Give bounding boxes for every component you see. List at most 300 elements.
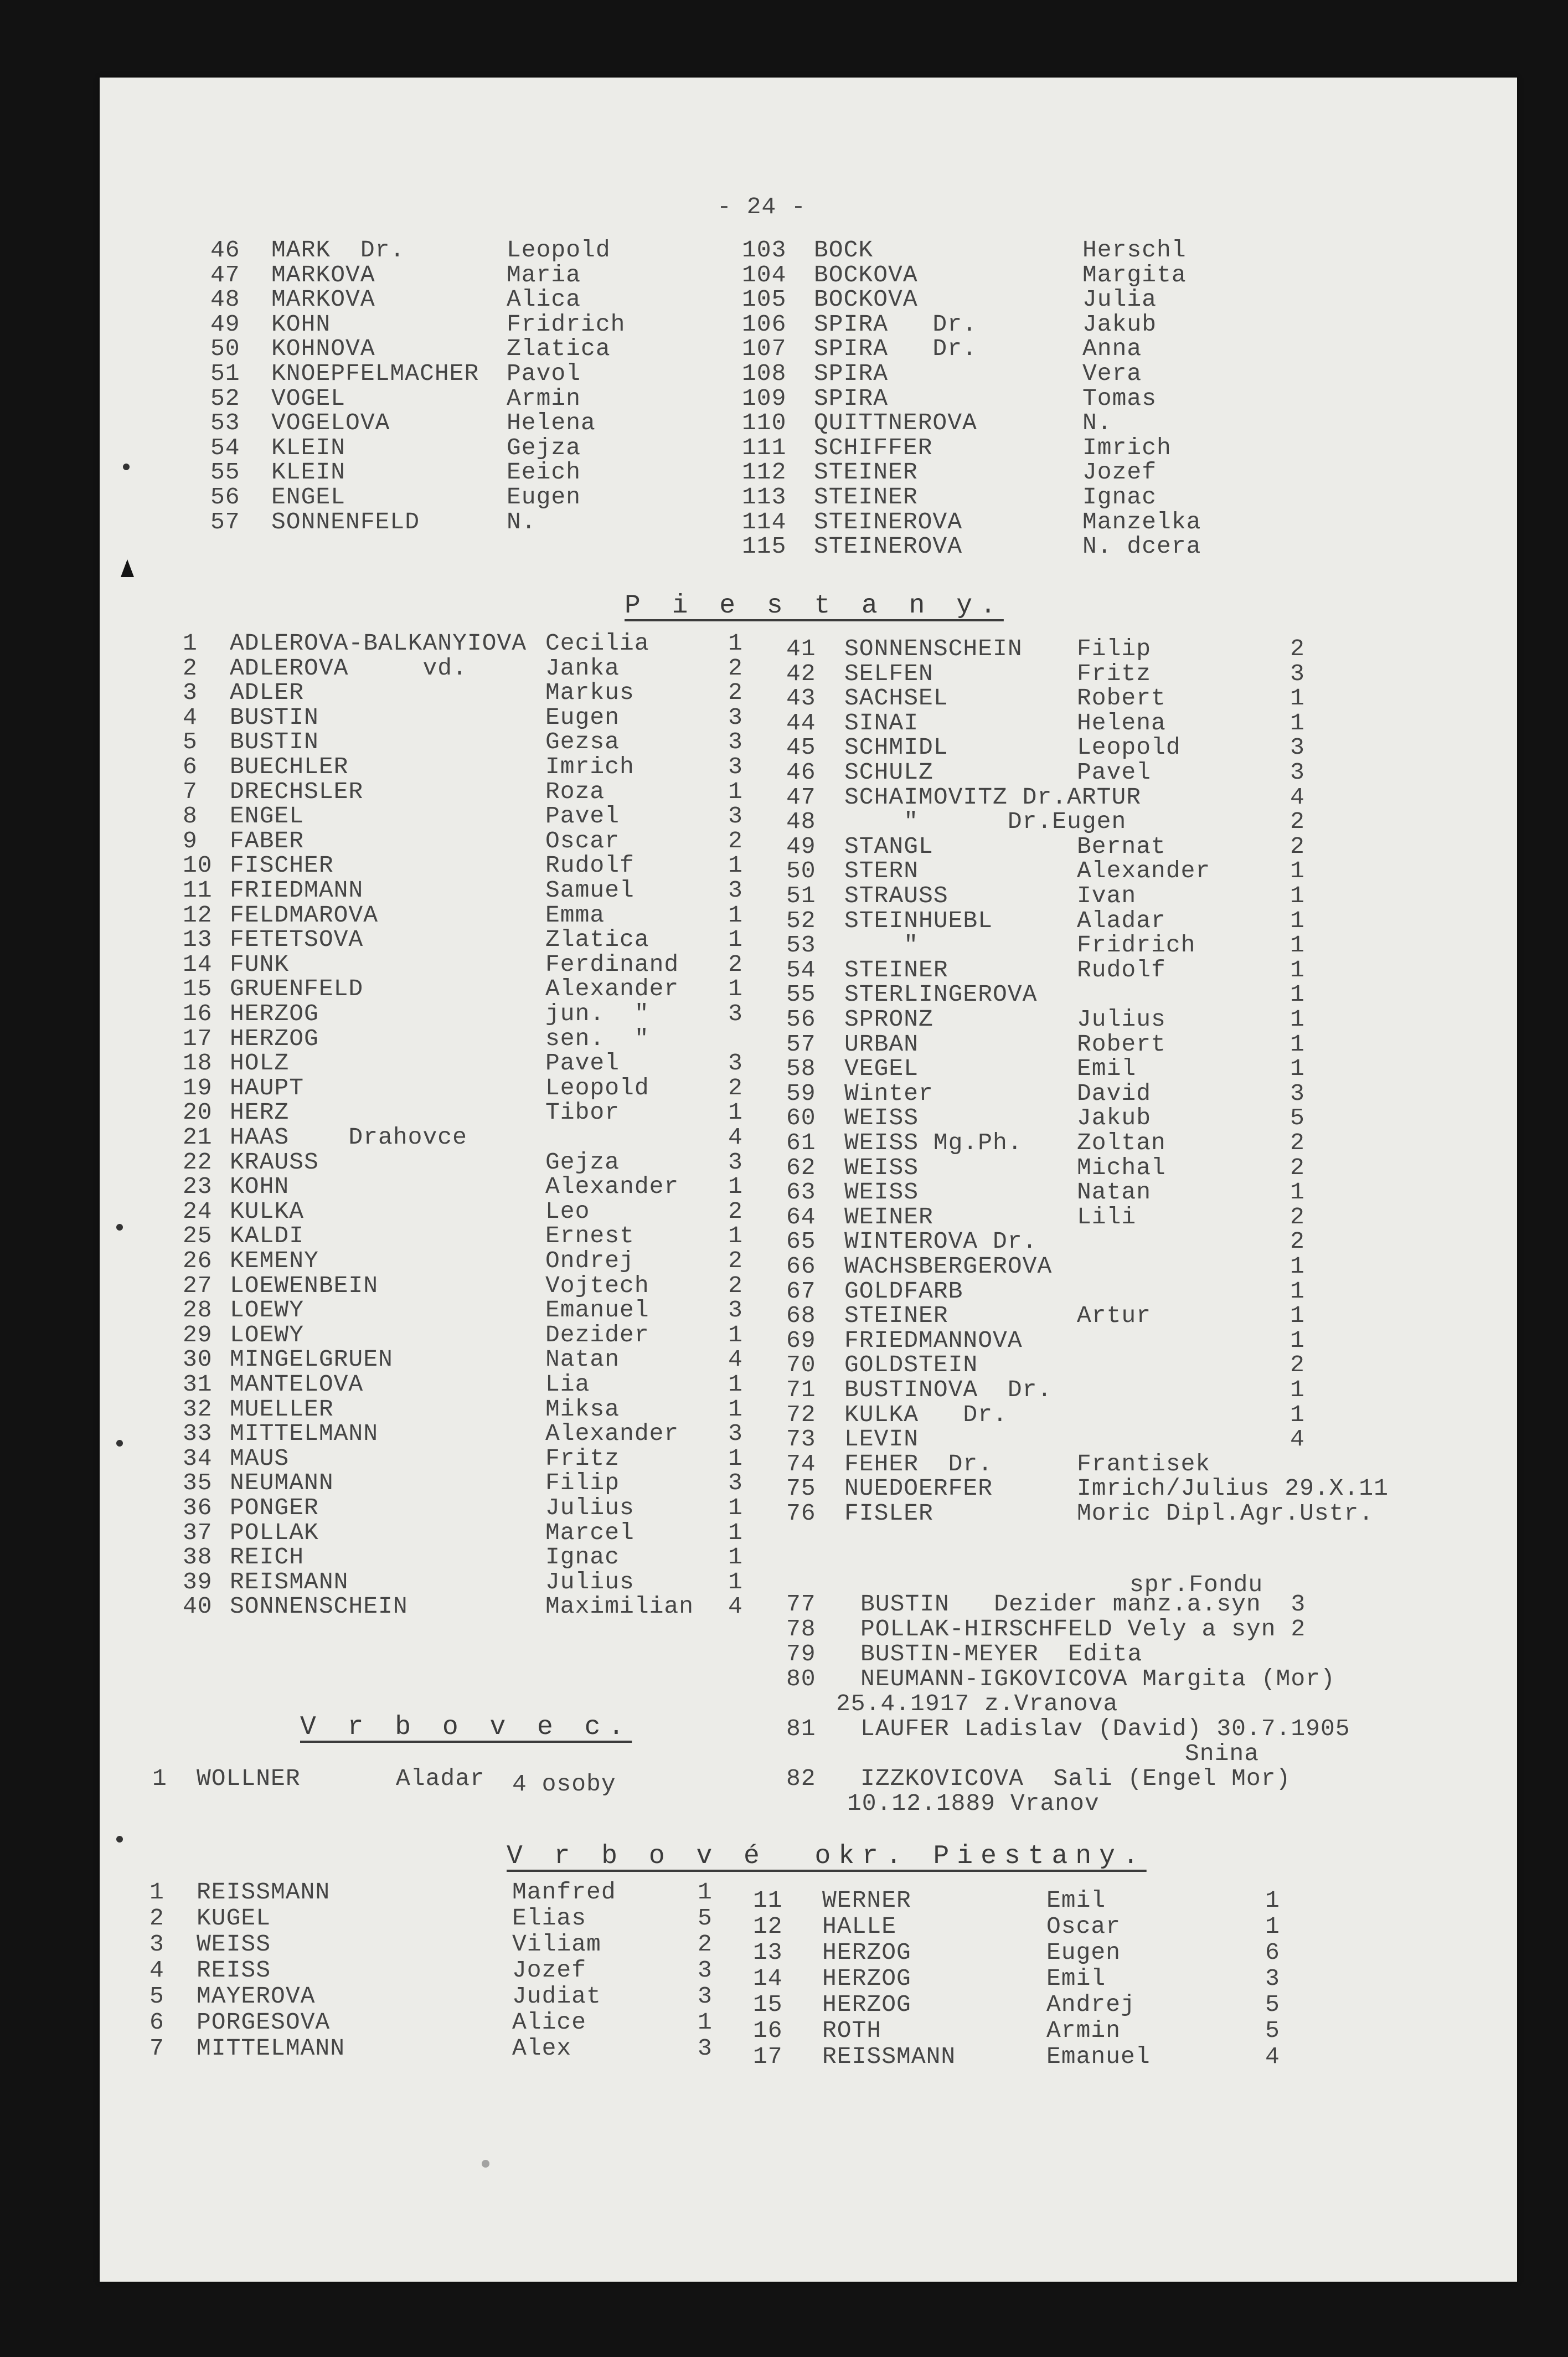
- vrbove-right-row-entry-number: 14: [753, 1965, 783, 1992]
- vrbove-left-row-entry-surname: KUGEL: [197, 1905, 271, 1932]
- piestany-left-row-entry-number: 37: [183, 1519, 213, 1546]
- piestany-left-row-entry-surname: FISCHER: [230, 852, 334, 879]
- piestany-left-row-entry-number: 18: [183, 1049, 213, 1077]
- vrbove-left-row-entry-surname: REISS: [197, 1957, 271, 1984]
- piestany-left-row-entry-count: 1: [728, 975, 743, 1002]
- vrbovec-entry-count: 4 osoby: [512, 1771, 616, 1798]
- piestany-right-row-entry-count: 4: [1290, 784, 1305, 811]
- piestany-right-row-entry-count: 1: [1290, 981, 1305, 1008]
- vrbove-left-row-entry-number: 6: [149, 2009, 164, 2036]
- piestany-right-row-entry-given-name: David: [1077, 1080, 1152, 1107]
- section-header-piestany: P i e s t a n y.: [625, 591, 1004, 621]
- piestany-left-row-entry-number: 13: [183, 926, 213, 953]
- piestany-right-row-entry-count: 1: [1290, 1401, 1305, 1428]
- piestany-right-row-entry-number: 62: [786, 1154, 816, 1181]
- piestany-right-row-entry-surname: SONNENSCHEIN: [844, 635, 1023, 662]
- piestany-left-row-entry-count: 3: [728, 802, 743, 830]
- piestany-left-row-entry-given-name: Emanuel: [545, 1296, 649, 1324]
- top-right-row-entry-surname: STEINER: [814, 483, 918, 511]
- piestany-left-row-entry-given-name: Tibor: [545, 1099, 620, 1126]
- piestany-left-row-entry-count: 3: [728, 1469, 743, 1496]
- piestany-left-row-entry-number: 3: [183, 679, 198, 706]
- piestany-right-row-entry-given-name: Imrich/Julius 29.X.11: [1077, 1475, 1389, 1502]
- top-right-row-entry-number: 115: [742, 533, 787, 560]
- piestany-right-row-entry-number: 60: [786, 1104, 816, 1131]
- top-right-row-entry-given-name: Margita: [1082, 261, 1187, 289]
- piestany-right-row-entry-number: 59: [786, 1080, 816, 1107]
- top-left-row-entry-surname: MARKOVA: [271, 261, 375, 289]
- vrbove-left-row-entry-surname: PORGESOVA: [197, 2009, 331, 2036]
- piestany-right-row-entry-count: 1: [1290, 1327, 1305, 1354]
- vrbove-left-row-entry-given-name: Elias: [512, 1905, 587, 1932]
- piestany-left-row-entry-surname: PONGER: [230, 1494, 319, 1521]
- vrbove-right-row-entry-surname: HALLE: [822, 1913, 897, 1940]
- top-right-row-entry-number: 105: [742, 286, 787, 313]
- top-left-row-entry-number: 47: [210, 261, 240, 289]
- top-left-row-entry-surname: VOGEL: [271, 385, 346, 412]
- piestany-left-row-entry-surname: HERZOG: [230, 1025, 319, 1052]
- piestany-right-row-entry-surname: WEINER: [844, 1203, 933, 1231]
- top-right-row-entry-given-name: Anna: [1082, 335, 1142, 362]
- piestany-left-row-entry-count: 1: [728, 778, 743, 805]
- piestany-right-row-entry-surname: SCHULZ: [844, 759, 933, 786]
- top-left-row-entry-given-name: Gejza: [507, 434, 581, 461]
- piestany-left-row-entry-count: 3: [728, 1000, 743, 1027]
- piestany-left-row-entry-surname: HERZOG: [230, 1000, 319, 1027]
- piestany-left-row-entry-surname: LOEWENBEIN: [230, 1272, 379, 1299]
- piestany-left-row-entry-number: 26: [183, 1247, 213, 1274]
- piestany-right-row-entry-number: 45: [786, 734, 816, 761]
- vrbove-right-row-entry-given-name: Armin: [1046, 2017, 1121, 2044]
- piestany-left-row-entry-count: 1: [728, 1371, 743, 1398]
- piestany-left-row-entry-surname: KALDI: [230, 1222, 305, 1249]
- piestany-left-row-entry-number: 35: [183, 1469, 213, 1496]
- piestany-left-row-entry-count: 2: [728, 1247, 743, 1274]
- top-right-row-entry-given-name: Imrich: [1082, 434, 1172, 461]
- piestany-left-row-entry-number: 17: [183, 1025, 213, 1052]
- vrbove-left-row-entry-surname: MITTELMANN: [197, 2035, 345, 2062]
- vrbove-right-row-entry-number: 17: [753, 2043, 783, 2070]
- vrbove-right-row-entry-surname: HERZOG: [822, 1939, 911, 1966]
- piestany-left-row-entry-count: 2: [728, 1074, 743, 1102]
- piestany-left-row-entry-count: 3: [728, 1049, 743, 1077]
- piestany-right-row-entry-given-name: Jakub: [1077, 1104, 1152, 1131]
- top-right-row-entry-number: 106: [742, 311, 787, 338]
- piestany-left-row-entry-count: 2: [728, 951, 743, 978]
- piestany-right-row-entry-given-name: Michal: [1077, 1154, 1166, 1181]
- piestany-left-row-entry-count: 1: [728, 926, 743, 953]
- piestany-left-row-entry-number: 23: [183, 1173, 213, 1200]
- piestany-right-row-entry-surname: GOLDSTEIN: [844, 1351, 978, 1378]
- piestany-right-row-entry-number: 75: [786, 1475, 816, 1502]
- top-left-row-entry-number: 54: [210, 434, 240, 461]
- margin-marker: [121, 559, 134, 577]
- vrbove-right-row-entry-count: 5: [1265, 2017, 1280, 2044]
- piestany-left-row-entry-given-name: Gezsa: [545, 728, 620, 755]
- piestany-left-row-entry-count: 1: [728, 1445, 743, 1472]
- piestany-right-row-entry-given-name: Natan: [1077, 1179, 1152, 1206]
- piestany-right-row-entry-count: 2: [1290, 635, 1305, 662]
- piestany-left-row-entry-surname: FUNK: [230, 951, 290, 978]
- piestany-left-row-entry-number: 25: [183, 1222, 213, 1249]
- piestany-left-row-entry-given-name: Dezider: [545, 1321, 649, 1349]
- vrbove-left-row-entry-given-name: Manfred: [512, 1879, 616, 1906]
- piestany-left-row-entry-count: 1: [728, 1494, 743, 1521]
- piestany-right-row-entry-count: 1: [1290, 1179, 1305, 1206]
- piestany-left-row-entry-surname: ENGEL: [230, 802, 305, 830]
- vrbove-right-row-entry-number: 15: [753, 1991, 783, 2018]
- top-right-row-entry-given-name: Herschl: [1082, 236, 1187, 264]
- piestany-left-row-entry-count: 1: [728, 1222, 743, 1249]
- piestany-right-row-entry-count: 1: [1290, 857, 1305, 884]
- piestany-right-row-entry-surname: SELFEN: [844, 660, 933, 687]
- piestany-left-row-entry-surname: FETETSOVA: [230, 926, 364, 953]
- piestany-right-row-entry-surname: WACHSBERGEROVA: [844, 1253, 1053, 1280]
- vrbove-right-row-entry-count: 3: [1265, 1965, 1280, 1992]
- piestany-extra-line-76b: spr.Fondu: [1129, 1571, 1263, 1598]
- piestany-right-row-entry-surname: Winter: [844, 1080, 933, 1107]
- vrbove-left-row-entry-given-name: Jozef: [512, 1957, 587, 1984]
- vrbove-right-row-entry-number: 12: [753, 1913, 783, 1940]
- piestany-right-row-entry-count: 2: [1290, 808, 1305, 835]
- top-right-row-entry-number: 108: [742, 360, 787, 387]
- piestany-right-row-entry-surname: URBAN: [844, 1031, 919, 1058]
- piestany-right-row-entry-count: 2: [1290, 1351, 1305, 1378]
- piestany-left-row-entry-surname: HAAS Drahovce: [230, 1124, 467, 1151]
- piestany-right-row-entry-surname: NUEDOERFER: [844, 1475, 993, 1502]
- piestany-right-row-entry-given-name: Moric Dipl.Agr.Ustr.: [1077, 1500, 1374, 1527]
- vrbove-left-row-entry-number: 5: [149, 1983, 164, 2010]
- vrbove-left-row-entry-number: 2: [149, 1905, 164, 1932]
- piestany-extra-line-80: 80 NEUMANN-IGKOVICOVA Margita (Mor): [786, 1665, 1335, 1692]
- top-left-row-entry-surname: KLEIN: [271, 459, 346, 486]
- piestany-right-row-entry-surname: GOLDFARB: [844, 1278, 963, 1305]
- piestany-left-row-entry-surname: LOEWY: [230, 1321, 305, 1349]
- piestany-right-row-entry-count: 3: [1290, 734, 1305, 761]
- piestany-right-row-entry-number: 57: [786, 1031, 816, 1058]
- piestany-left-row-entry-number: 2: [183, 655, 198, 682]
- piestany-right-row-entry-number: 42: [786, 660, 816, 687]
- top-right-row-entry-number: 111: [742, 434, 787, 461]
- piestany-left-row-entry-surname: ADLEROVA-BALKANYIOVA: [230, 630, 527, 657]
- vrbove-right-row-entry-count: 1: [1265, 1913, 1280, 1940]
- top-left-row-entry-number: 53: [210, 409, 240, 436]
- piestany-left-row-entry-number: 33: [183, 1420, 213, 1447]
- punch-hole-mark: [116, 1836, 123, 1843]
- top-left-row-entry-surname: KOHN: [271, 311, 331, 338]
- piestany-right-row-entry-surname: " Dr.Eugen: [844, 808, 1127, 835]
- piestany-right-row-entry-number: 43: [786, 685, 816, 712]
- piestany-right-row-entry-surname: FISLER: [844, 1500, 933, 1527]
- piestany-left-row-entry-surname: LOEWY: [230, 1296, 305, 1324]
- piestany-right-row-entry-number: 65: [786, 1228, 816, 1255]
- vrbove-left-row-entry-number: 3: [149, 1931, 164, 1958]
- vrbove-left-row-entry-surname: WEISS: [197, 1931, 271, 1958]
- vrbove-right-row-entry-number: 11: [753, 1887, 783, 1914]
- piestany-extra-line-82b: 10.12.1889 Vranov: [847, 1790, 1100, 1817]
- piestany-right-row-entry-given-name: Pavel: [1077, 759, 1152, 786]
- vrbove-left-row-entry-count: 1: [698, 2009, 713, 2036]
- piestany-left-row-entry-given-name: Natan: [545, 1346, 620, 1373]
- piestany-left-row-entry-given-name: Julius: [545, 1494, 635, 1521]
- vrbove-right-row-entry-given-name: Emil: [1046, 1965, 1106, 1992]
- top-right-row-entry-number: 114: [742, 508, 787, 536]
- piestany-left-row-entry-surname: MAUS: [230, 1445, 290, 1472]
- piestany-left-row-entry-given-name: Maximilian: [545, 1593, 694, 1620]
- piestany-left-row-entry-count: 1: [728, 1543, 743, 1571]
- piestany-right-row-entry-count: 3: [1290, 1080, 1305, 1107]
- piestany-left-row-entry-given-name: Oscar: [545, 827, 620, 855]
- top-left-row-entry-number: 57: [210, 508, 240, 536]
- top-right-row-entry-number: 103: [742, 236, 787, 264]
- top-right-row-entry-surname: BOCKOVA: [814, 261, 918, 289]
- piestany-left-row-entry-given-name: Filip: [545, 1469, 620, 1496]
- piestany-left-row-entry-surname: REISMANN: [230, 1568, 349, 1596]
- vrbove-right-row-entry-number: 16: [753, 2017, 783, 2044]
- piestany-right-row-entry-number: 56: [786, 1006, 816, 1033]
- piestany-right-row-entry-surname: STRAUSS: [844, 882, 948, 909]
- piestany-left-row-entry-number: 7: [183, 778, 198, 805]
- piestany-left-row-entry-given-name: Miksa: [545, 1396, 620, 1423]
- piestany-right-row-entry-number: 41: [786, 635, 816, 662]
- top-left-row-entry-number: 49: [210, 311, 240, 338]
- top-left-row-entry-surname: VOGELOVA: [271, 409, 390, 436]
- piestany-left-row-entry-count: 1: [728, 1396, 743, 1423]
- piestany-left-row-entry-given-name: Alexander: [545, 1420, 679, 1447]
- piestany-right-row-entry-surname: STEINER: [844, 956, 948, 984]
- top-right-row-entry-given-name: N. dcera: [1082, 533, 1201, 560]
- piestany-right-row-entry-given-name: Filip: [1077, 635, 1152, 662]
- vrbove-left-row-entry-count: 3: [698, 1983, 713, 2010]
- piestany-left-row-entry-given-name: Ernest: [545, 1222, 635, 1249]
- top-left-row-entry-given-name: Pavol: [507, 360, 581, 387]
- vrbove-right-row-entry-given-name: Eugen: [1046, 1939, 1121, 1966]
- vrbovec-entry-given-name: Aladar: [396, 1765, 485, 1792]
- piestany-right-row-entry-number: 53: [786, 932, 816, 959]
- piestany-left-row-entry-surname: NEUMANN: [230, 1469, 334, 1496]
- top-left-row-entry-surname: MARKOVA: [271, 286, 375, 313]
- piestany-left-row-entry-count: 4: [728, 1593, 743, 1620]
- piestany-left-row-entry-surname: BUSTIN: [230, 728, 319, 755]
- piestany-left-row-entry-count: 2: [728, 1198, 743, 1225]
- top-right-row-entry-surname: SPIRA: [814, 360, 889, 387]
- piestany-right-row-entry-surname: WEISS Mg.Ph.: [844, 1129, 1023, 1156]
- piestany-left-row-entry-given-name: Zlatica: [545, 926, 649, 953]
- vrbove-left-row-entry-number: 7: [149, 2035, 164, 2062]
- piestany-right-row-entry-count: 1: [1290, 1031, 1305, 1058]
- piestany-left-row-entry-count: 1: [728, 1519, 743, 1546]
- piestany-left-row-entry-surname: KOHN: [230, 1173, 290, 1200]
- piestany-right-row-entry-count: 1: [1290, 907, 1305, 934]
- piestany-right-row-entry-count: 1: [1290, 932, 1305, 959]
- top-left-row-entry-surname: ENGEL: [271, 483, 346, 511]
- piestany-left-row-entry-given-name: Emma: [545, 902, 605, 929]
- piestany-right-row-entry-surname: SACHSEL: [844, 685, 948, 712]
- top-right-row-entry-surname: STEINER: [814, 459, 918, 486]
- piestany-left-row-entry-number: 9: [183, 827, 198, 855]
- piestany-left-row-entry-given-name: Alexander: [545, 1173, 679, 1200]
- top-right-row-entry-given-name: Julia: [1082, 286, 1157, 313]
- piestany-left-row-entry-given-name: Julius: [545, 1568, 635, 1596]
- piestany-left-row-entry-count: 3: [728, 728, 743, 755]
- top-left-row-entry-given-name: Maria: [507, 261, 581, 289]
- piestany-right-row-entry-count: 2: [1290, 1154, 1305, 1181]
- piestany-left-row-entry-given-name: Gejza: [545, 1149, 620, 1176]
- piestany-left-row-entry-count: 1: [728, 630, 743, 657]
- vrbovec-entry-surname: WOLLNER: [197, 1765, 301, 1792]
- piestany-left-row-entry-given-name: Samuel: [545, 877, 635, 904]
- piestany-left-row-entry-number: 22: [183, 1149, 213, 1176]
- piestany-right-row-entry-surname: STEINHUEBL: [844, 907, 993, 934]
- piestany-right-row-entry-number: 47: [786, 784, 816, 811]
- piestany-left-row-entry-number: 40: [183, 1593, 213, 1620]
- piestany-left-row-entry-count: 3: [728, 753, 743, 780]
- piestany-right-row-entry-surname: WINTEROVA Dr.: [844, 1228, 1038, 1255]
- top-right-row-entry-surname: BOCKOVA: [814, 286, 918, 313]
- vrbove-right-row-entry-given-name: Emil: [1046, 1887, 1106, 1914]
- piestany-right-row-entry-number: 54: [786, 956, 816, 984]
- piestany-right-row-entry-count: 1: [1290, 685, 1305, 712]
- piestany-left-row-entry-surname: REICH: [230, 1543, 305, 1571]
- top-right-row-entry-number: 113: [742, 483, 787, 511]
- top-left-row-entry-number: 48: [210, 286, 240, 313]
- top-left-row-entry-surname: KNOEPFELMACHER: [271, 360, 479, 387]
- vrbove-right-row-entry-given-name: Andrej: [1046, 1991, 1136, 2018]
- piestany-left-row-entry-number: 24: [183, 1198, 213, 1225]
- top-right-row-entry-number: 110: [742, 409, 787, 436]
- piestany-left-row-entry-surname: KEMENY: [230, 1247, 319, 1274]
- piestany-right-row-entry-number: 61: [786, 1129, 816, 1156]
- piestany-right-row-entry-surname: STERN: [844, 857, 919, 884]
- piestany-right-row-entry-number: 73: [786, 1425, 816, 1453]
- vrbove-left-row-entry-surname: REISSMANN: [197, 1879, 331, 1906]
- vrbove-left-row-entry-count: 5: [698, 1905, 713, 1932]
- piestany-right-row-entry-count: 1: [1290, 1006, 1305, 1033]
- piestany-right-row-entry-surname: SINAI: [844, 709, 919, 737]
- piestany-left-row-entry-surname: FELDMAROVA: [230, 902, 379, 929]
- top-right-row-entry-surname: SPIRA: [814, 385, 889, 412]
- document-page: [100, 78, 1517, 2282]
- piestany-left-row-entry-surname: HAUPT: [230, 1074, 305, 1102]
- piestany-left-row-entry-surname: HOLZ: [230, 1049, 290, 1077]
- piestany-right-row-entry-given-name: Zoltan: [1077, 1129, 1166, 1156]
- piestany-extra-line-82: 82 IZZKOVICOVA Sali (Engel Mor): [786, 1765, 1291, 1792]
- top-right-row-entry-surname: SPIRA Dr.: [814, 311, 977, 338]
- piestany-right-row-entry-number: 51: [786, 882, 816, 909]
- top-right-row-entry-number: 112: [742, 459, 787, 486]
- section-header-vrbovec: V r b o v e c.: [300, 1712, 632, 1742]
- vrbove-left-row-entry-surname: MAYEROVA: [197, 1983, 316, 2010]
- piestany-left-row-entry-given-name: Janka: [545, 655, 620, 682]
- top-right-row-entry-surname: BOCK: [814, 236, 874, 264]
- vrbove-right-row-entry-surname: HERZOG: [822, 1991, 911, 2018]
- piestany-left-row-entry-count: 4: [728, 1124, 743, 1151]
- vrbove-right-row-entry-number: 13: [753, 1939, 783, 1966]
- piestany-left-row-entry-given-name: Ondrej: [545, 1247, 635, 1274]
- piestany-left-row-entry-surname: ADLEROVA vd.: [230, 655, 467, 682]
- piestany-right-row-entry-surname: VEGEL: [844, 1055, 919, 1082]
- piestany-right-row-entry-count: 1: [1290, 709, 1305, 737]
- piestany-right-row-entry-number: 49: [786, 833, 816, 860]
- piestany-left-row-entry-number: 12: [183, 902, 213, 929]
- piestany-left-row-entry-number: 16: [183, 1000, 213, 1027]
- piestany-right-row-entry-surname: ": [844, 932, 919, 959]
- top-right-row-entry-given-name: Ignac: [1082, 483, 1157, 511]
- piestany-right-row-entry-number: 67: [786, 1278, 816, 1305]
- top-left-row-entry-given-name: Helena: [507, 409, 596, 436]
- piestany-right-row-entry-count: 1: [1290, 956, 1305, 984]
- piestany-right-row-entry-surname: STANGL: [844, 833, 933, 860]
- piestany-right-row-entry-given-name: Artur: [1077, 1302, 1152, 1329]
- piestany-right-row-entry-given-name: Emil: [1077, 1055, 1137, 1082]
- piestany-left-row-entry-given-name: Imrich: [545, 753, 635, 780]
- piestany-right-row-entry-number: 48: [786, 808, 816, 835]
- piestany-left-row-entry-surname: ADLER: [230, 679, 305, 706]
- piestany-left-row-entry-number: 36: [183, 1494, 213, 1521]
- piestany-left-row-entry-surname: FRIEDMANN: [230, 877, 364, 904]
- piestany-right-row-entry-count: 1: [1290, 1253, 1305, 1280]
- vrbove-left-row-entry-number: 4: [149, 1957, 164, 1984]
- piestany-left-row-entry-number: 19: [183, 1074, 213, 1102]
- top-right-row-entry-given-name: Jakub: [1082, 311, 1157, 338]
- piestany-left-row-entry-count: 1: [728, 1568, 743, 1596]
- piestany-right-row-entry-given-name: Lili: [1077, 1203, 1137, 1231]
- top-left-row-entry-surname: SONNENFELD: [271, 508, 420, 536]
- piestany-left-row-entry-surname: MANTELOVA: [230, 1371, 364, 1398]
- piestany-right-row-entry-number: 63: [786, 1179, 816, 1206]
- piestany-left-row-entry-number: 39: [183, 1568, 213, 1596]
- piestany-right-row-entry-given-name: Frantisek: [1077, 1450, 1211, 1478]
- piestany-right-row-entry-number: 52: [786, 907, 816, 934]
- piestany-left-row-entry-count: 4: [728, 1346, 743, 1373]
- vrbove-left-row-entry-given-name: Judiat: [512, 1983, 601, 2010]
- top-right-row-entry-surname: SPIRA Dr.: [814, 335, 977, 362]
- piestany-right-row-entry-given-name: Fritz: [1077, 660, 1152, 687]
- piestany-right-row-entry-count: 1: [1290, 1302, 1305, 1329]
- piestany-left-row-entry-surname: FABER: [230, 827, 305, 855]
- vrbove-left-row-entry-given-name: Alice: [512, 2009, 587, 2036]
- top-right-row-entry-surname: SCHIFFER: [814, 434, 933, 461]
- piestany-left-row-entry-count: 3: [728, 1420, 743, 1447]
- piestany-left-row-entry-surname: HERZ: [230, 1099, 290, 1126]
- piestany-right-row-entry-given-name: Aladar: [1077, 907, 1166, 934]
- top-right-row-entry-number: 107: [742, 335, 787, 362]
- piestany-right-row-entry-given-name: Robert: [1077, 685, 1166, 712]
- piestany-left-row-entry-given-name: Fritz: [545, 1445, 620, 1472]
- piestany-extra-line-81b: Snina: [1185, 1740, 1260, 1767]
- piestany-left-row-entry-number: 4: [183, 704, 198, 731]
- top-left-row-entry-given-name: Leopold: [507, 236, 611, 264]
- piestany-left-row-entry-number: 34: [183, 1445, 213, 1472]
- piestany-left-row-entry-given-name: Vojtech: [545, 1272, 649, 1299]
- piestany-right-row-entry-number: 70: [786, 1351, 816, 1378]
- piestany-extra-line-80b: 25.4.1917 z.Vranova: [836, 1690, 1118, 1717]
- piestany-left-row-entry-surname: GRUENFELD: [230, 975, 364, 1002]
- piestany-right-row-entry-count: 2: [1290, 1228, 1305, 1255]
- piestany-right-row-entry-surname: BUSTINOVA Dr.: [844, 1376, 1053, 1403]
- piestany-left-row-entry-count: 1: [728, 1099, 743, 1126]
- piestany-right-row-entry-given-name: Fridrich: [1077, 932, 1196, 959]
- top-left-row-entry-surname: KLEIN: [271, 434, 346, 461]
- piestany-right-row-entry-count: 1: [1290, 1278, 1305, 1305]
- piestany-left-row-entry-number: 6: [183, 753, 198, 780]
- piestany-right-row-entry-number: 76: [786, 1500, 816, 1527]
- top-left-row-entry-given-name: Fridrich: [507, 311, 626, 338]
- piestany-right-row-entry-given-name: Julius: [1077, 1006, 1166, 1033]
- piestany-left-row-entry-count: 3: [728, 704, 743, 731]
- page-number: - 24 -: [717, 193, 806, 220]
- piestany-right-row-entry-surname: WEISS: [844, 1179, 919, 1206]
